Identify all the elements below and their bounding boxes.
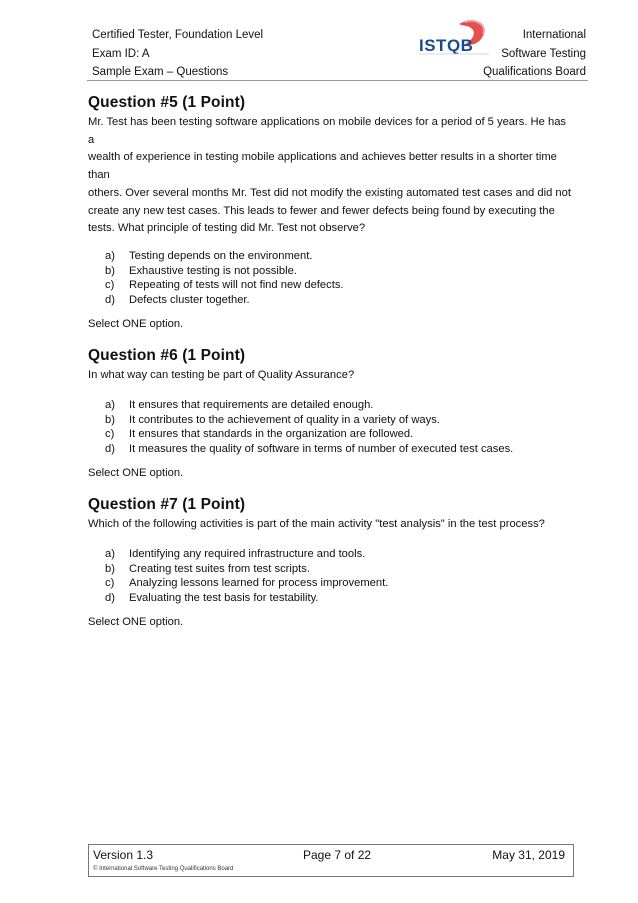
question-text-line: tests. What principle of testing did Mr. Test not observe?: [88, 222, 366, 235]
option-letter: a): [105, 548, 115, 561]
option-letter: d): [105, 591, 115, 604]
question-text-line: Which of the following activities is part of the main activity "test analysis" in the test process?: [88, 518, 545, 531]
option-letter: c): [105, 428, 115, 441]
question-title: Question #7 (1 Point): [88, 496, 246, 514]
answer-option: [88, 442, 574, 457]
option-text: Testing depends on the environment.: [129, 249, 313, 262]
question-title: Question #5 (1 Point): [88, 94, 246, 111]
option-text: It ensures that requirements are detailed enough.: [129, 399, 374, 411]
answer-option: [88, 264, 574, 279]
header-cert-level: Certified Tester, Foundation Level: [92, 29, 264, 41]
option-letter: d): [105, 442, 115, 455]
answer-option: [88, 562, 574, 577]
header-exam-id: Exam ID: A: [92, 47, 150, 60]
answer-option: [88, 547, 574, 562]
question-text-line: In what way can testing be part of Quality Assurance?: [88, 369, 355, 382]
select-instruction: Select ONE option.: [88, 616, 184, 629]
option-text: Defects cluster together.: [129, 293, 250, 306]
answer-option: [88, 398, 574, 413]
footer-version: Version 1.3: [93, 848, 154, 862]
select-instruction: Select ONE option.: [88, 318, 184, 331]
answer-option: [88, 427, 574, 442]
option-letter: b): [105, 413, 115, 426]
answer-options: [88, 398, 574, 456]
answer-option: [88, 413, 574, 428]
question-text-line: Mr. Test has been testing software applications on mobile devices for a period of 5 years. He has a: [88, 116, 567, 146]
answer-option: [88, 278, 574, 293]
header-left: [92, 26, 263, 82]
page-footer: [88, 844, 574, 877]
option-text: Analyzing lessons learned for process improvement.: [129, 577, 389, 590]
header-org-line1: International: [522, 29, 586, 41]
answer-option: [88, 249, 574, 264]
answer-options: [88, 249, 574, 307]
option-text: Repeating of tests will not find new defects.: [129, 279, 344, 292]
option-text: It contributes to the achievement of quality in a variety of ways.: [129, 413, 440, 426]
footer-date: May 31, 2019: [492, 848, 565, 862]
footer-page-number: Page 7 of 22: [303, 848, 372, 862]
option-text: Creating test suites from test scripts.: [129, 562, 310, 575]
option-letter: c): [105, 577, 115, 590]
question-text: [88, 367, 574, 385]
answer-option: [88, 293, 574, 308]
option-letter: c): [105, 279, 115, 292]
header-right: [483, 26, 586, 82]
option-letter: b): [105, 562, 115, 575]
question-7: [88, 496, 574, 628]
question-5: [88, 94, 574, 330]
answer-option: [88, 591, 574, 606]
option-letter: a): [105, 249, 115, 262]
option-text: Evaluating the test basis for testability.: [129, 591, 319, 604]
answer-options: [88, 547, 574, 605]
answer-option: [88, 576, 574, 591]
question-text: [88, 114, 574, 238]
option-letter: d): [105, 293, 115, 306]
question-text: [88, 516, 574, 534]
header-doc-title: Sample Exam – Questions: [92, 66, 229, 78]
question-text-line: wealth of experience in testing mobile applications and achieves better results in a shorter time than: [88, 151, 557, 182]
header-divider: [87, 80, 588, 81]
option-letter: b): [105, 264, 115, 277]
option-letter: a): [105, 399, 115, 411]
option-text: Exhaustive testing is not possible.: [129, 264, 297, 277]
questions-content: [88, 94, 574, 628]
option-text: It measures the quality of software in terms of number of executed test cases.: [129, 442, 514, 455]
question-6: [88, 347, 574, 479]
option-text: Identifying any required infrastructure and tools.: [129, 548, 366, 561]
question-text-line: others. Over several months Mr. Test did not modify the existing automated test cases and did not: [88, 186, 571, 199]
question-text-line: create any new test cases. This leads to fewer and fewer defects being found by executing the: [88, 204, 555, 217]
logo-text: ISTQB: [419, 36, 474, 55]
header-org-line3: Qualifications Board: [483, 66, 586, 78]
select-instruction: Select ONE option.: [88, 467, 184, 480]
question-title: Question #6 (1 Point): [88, 347, 246, 365]
option-text: It ensures that standards in the organization are followed.: [129, 428, 414, 441]
footer-copyright: © International Software Testing Qualifications Board: [93, 866, 234, 872]
header-org-line2: Software Testing: [501, 47, 586, 60]
